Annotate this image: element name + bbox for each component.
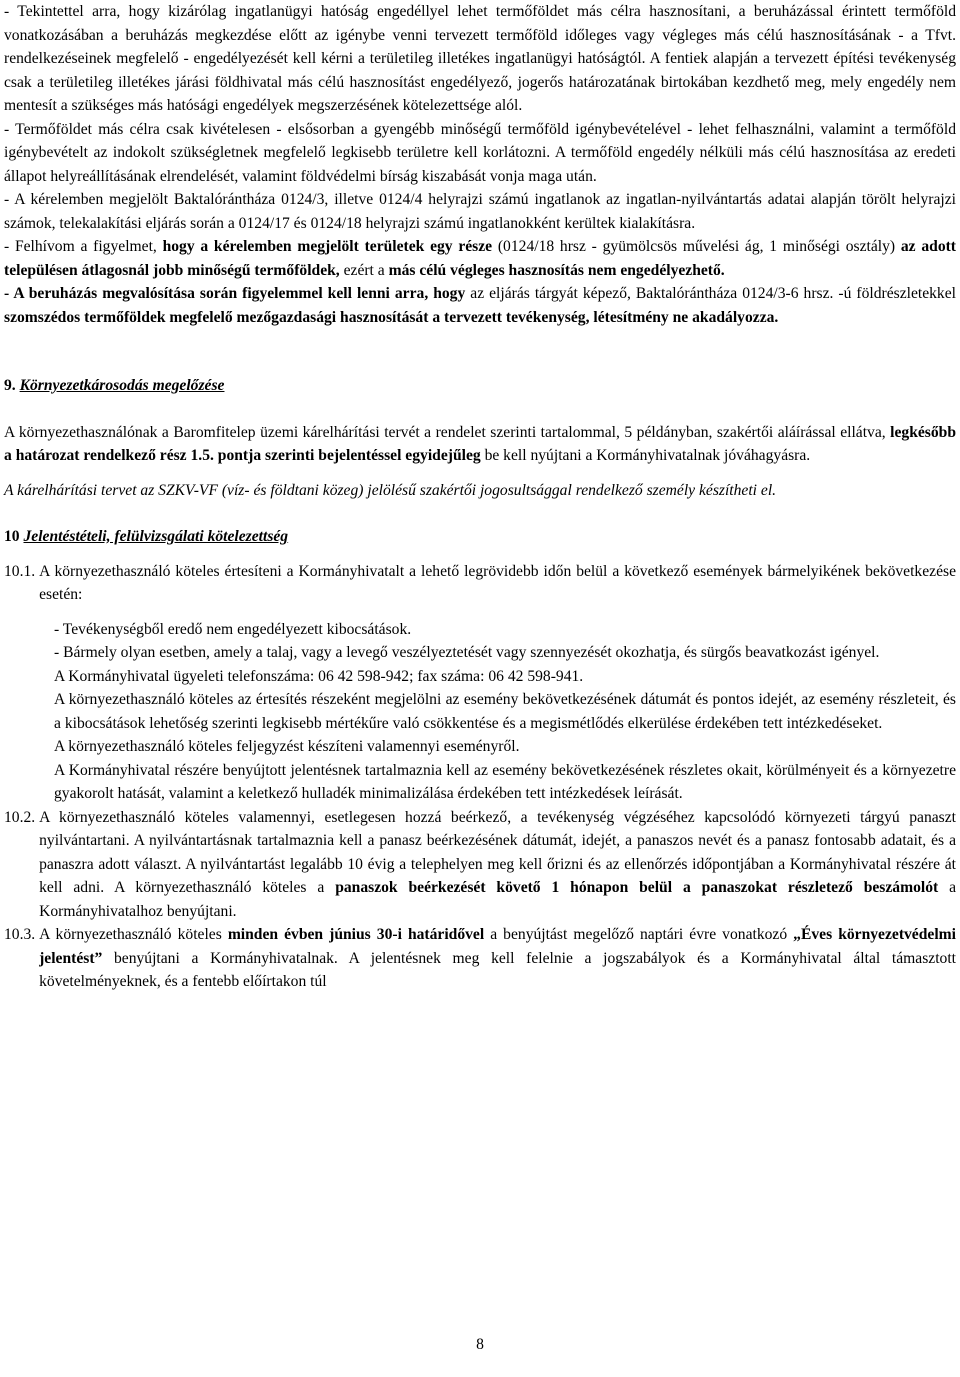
phone-fax-line: A Kormányhivatal ügyeleti telefonszáma: 06 42 598-942; fax száma: 06 42 598-941. — [54, 667, 584, 685]
subsection-10-3-text — [39, 923, 956, 994]
bold-run: más célú végleges hasznosítás nem engedélyezhető. — [388, 261, 725, 279]
bold-run: legkésőbb a határozat rendelkező rész 1.5. pontja szerinti bejelentéssel egyidejűleg — [4, 423, 956, 464]
section-number: 10 — [4, 528, 24, 545]
subsection-10-3 — [4, 923, 956, 994]
text-run: az eljárás tárgyát képező, Baktalórántháza 0124/3-6 hrsz. -ú földrészletekkel — [465, 285, 956, 302]
bold-run: „Éves környezetvédelmi jelentést” — [39, 926, 956, 967]
list-item: A Kormányhivatal részére benyújtott jelentésnek tartalmaznia kell az esemény bekövetkezésének részletes okait, körülményeit és a környezetre gyakorolt hatását, valamint a keletkező hulladék minimalizálása érdekében tett intézkedések leírását. — [54, 761, 956, 802]
section-9-heading — [4, 374, 956, 398]
section-title: Jelentéstételi, felülvizsgálati kötelezettség — [23, 528, 289, 545]
text-run: a benyújtást megelőző naptári évre vonatkozó — [484, 926, 794, 943]
text-run: (0124/18 hrsz - gyümölcsös művelési ág, 1 minőségi osztály) — [492, 238, 901, 255]
page-number: 8 — [476, 1336, 484, 1353]
section-10-heading — [4, 525, 956, 549]
list-item: - Bármely olyan esetben, amely a talaj, vagy a levegő veszélyeztetését vagy szennyezését okozhatja, és sürgős beavatkozást igényel. — [54, 644, 880, 661]
subsection-number: 10.2. — [4, 808, 40, 826]
subsection-10-1-details — [4, 618, 956, 806]
text-run: A környezethasználó köteles — [39, 926, 228, 943]
section-title: Környezetkárosodás megelőzése — [19, 377, 225, 394]
section-number: 9. — [4, 377, 20, 394]
bold-run: hogy a kérelemben megjelölt területek egy része — [162, 238, 493, 255]
intro-paragraph-4 — [4, 235, 956, 282]
text-run: A környezethasználónak a Baromfitelep üzemi kárelhárítási tervét a rendelet szerinti tartalommal, 5 példányban, szakértői aláírással ellátva, — [4, 423, 891, 441]
text-run: - Felhívom a figyelmet, — [4, 238, 163, 255]
text-run: benyújtani a Kormányhivatalnak. A jelentésnek meg kell felelnie a jogszabályok és a Kormányhivatal által támasztott követelményeknek, és a fentebb előírtakon túl — [39, 949, 956, 990]
bold-run: szomszédos termőföldek megfelelő mezőgazdasági hasznosítását a tervezett tevékenység, létesítmény ne akadályozza. — [4, 308, 779, 326]
list-item: A környezethasználó köteles az értesítés részeként megjelölni az esemény bekövetkezésének dátumát és pontos idejét, az esemény részleteit, és a kibocsátások lehetőség szerinti legkisebb mértékűre való csökkentése és a megismétlődés elkerülése érdekében tett intézkedéseket. — [54, 691, 956, 732]
section-9-paragraph-1 — [4, 421, 956, 468]
section-9-paragraph-2: A kárelhárítási tervet az SZKV-VF (víz- és földtani közeg) jelölésű szakértői jogosultsággal rendelkező személy készítheti el. — [4, 481, 777, 499]
text-run: A környezethasználó köteles valamennyi, esetlegesen hozzá beérkező, a tevékenység végzéséhez kapcsolódó környezeti tárgyú panaszt nyilvántartani. A nyilvántartásnak tartalmaznia kell a panasz beérkezésének dátumát, idejét, a panaszos nevét és a panasz fontosabb adatait, és a panaszra adott választ. A nyilvántartást legalább 10 évig a telephelyen meg kell őrizni és az ellenőrzés időpontjában a Kormányhivatal részére át kell adni. A környezethasználó köteles a — [39, 808, 956, 896]
subsection-10-2-text — [39, 806, 956, 924]
intro-paragraph-2: - Termőföldet más célra csak kivételesen - elsősorban a gyengébb minőségű termőföld igénybevételével - lehet felhasználni, valamint a termőföld igénybevételt az indokolt szükségletnek megfelelő legkisebb területre kell korlátozni. A termőföld engedély nélküli más célú hasznosítása az eredeti állapot helyreállításának elrendelését, valamint földvédelmi bírság kiszabását vonja maga után. — [4, 120, 956, 185]
subsection-number: 10.3. — [4, 926, 40, 943]
subsection-10-1-text: A környezethasználó köteles értesíteni a Kormányhivatalt a lehető legrövidebb időn belül a következő események bármelyikének bekövetkezése esetén: — [39, 562, 956, 603]
list-item: A környezethasználó köteles feljegyzést készíteni valamennyi eseményről. — [54, 738, 520, 755]
text-run: a Kormányhivatalhoz benyújtani. — [39, 879, 957, 920]
intro-paragraph-5 — [4, 282, 956, 329]
bold-run: az adott településen átlagosnál jobb minőségű termőföldek, — [4, 238, 956, 279]
subsection-10-1 — [4, 560, 956, 607]
text-run: be kell nyújtani a Kormányhivatalnak jóváhagyásra. — [480, 447, 811, 464]
list-item: - Tevékenységből eredő nem engedélyezett kibocsátások. — [54, 620, 412, 638]
subsection-10-2 — [4, 806, 956, 924]
subsection-number: 10.1. — [4, 562, 40, 580]
bold-run: panaszok beérkezését követő 1 hónapon belül a panaszokat részletező beszámolót — [335, 879, 939, 896]
bold-run: - A beruházás megvalósítása során figyelemmel kell lenni arra, hogy — [4, 285, 466, 302]
text-run: ezért a — [339, 261, 389, 279]
intro-paragraph-1: - Tekintettel arra, hogy kizárólag ingatlanügyi hatóság engedéllyel lehet termőföldet más célra hasznosítani, a beruházással érintett termőföld vonatkozásában a beruházás megkezdése előtt az igénybe venni tervezett termőföld időleges vagy végleges más célú hasznosításának - a Tfvt. rendelkezéseinek megfelelő - engedélyezését kell kérni a területileg illetékes ingatlanügyi hatóságtól. A fentiek alapján a tervezett építési tevékenység csak a területileg illetékes járási földhivatal más célú hasznosítást engedélyező, jogerős határozatának birtokában kezdhető meg, mely engedély nem mentesít a szükséges más hatósági engedélyek megszerzésének kötelezettsége alól. — [4, 3, 956, 114]
intro-paragraph-3: - A kérelemben megjelölt Baktalórántháza 0124/3, illetve 0124/4 helyrajzi számú ingatlanok az ingatlan-nyilvántartás adatai alapján törölt helyrajzi számok, telekalakítási eljárás során a 0124/17 és 0124/18 helyrajzi számú ingatlanokként kerültek kialakításra. — [4, 191, 956, 232]
bold-run: minden évben június 30-i határidővel — [227, 926, 485, 943]
